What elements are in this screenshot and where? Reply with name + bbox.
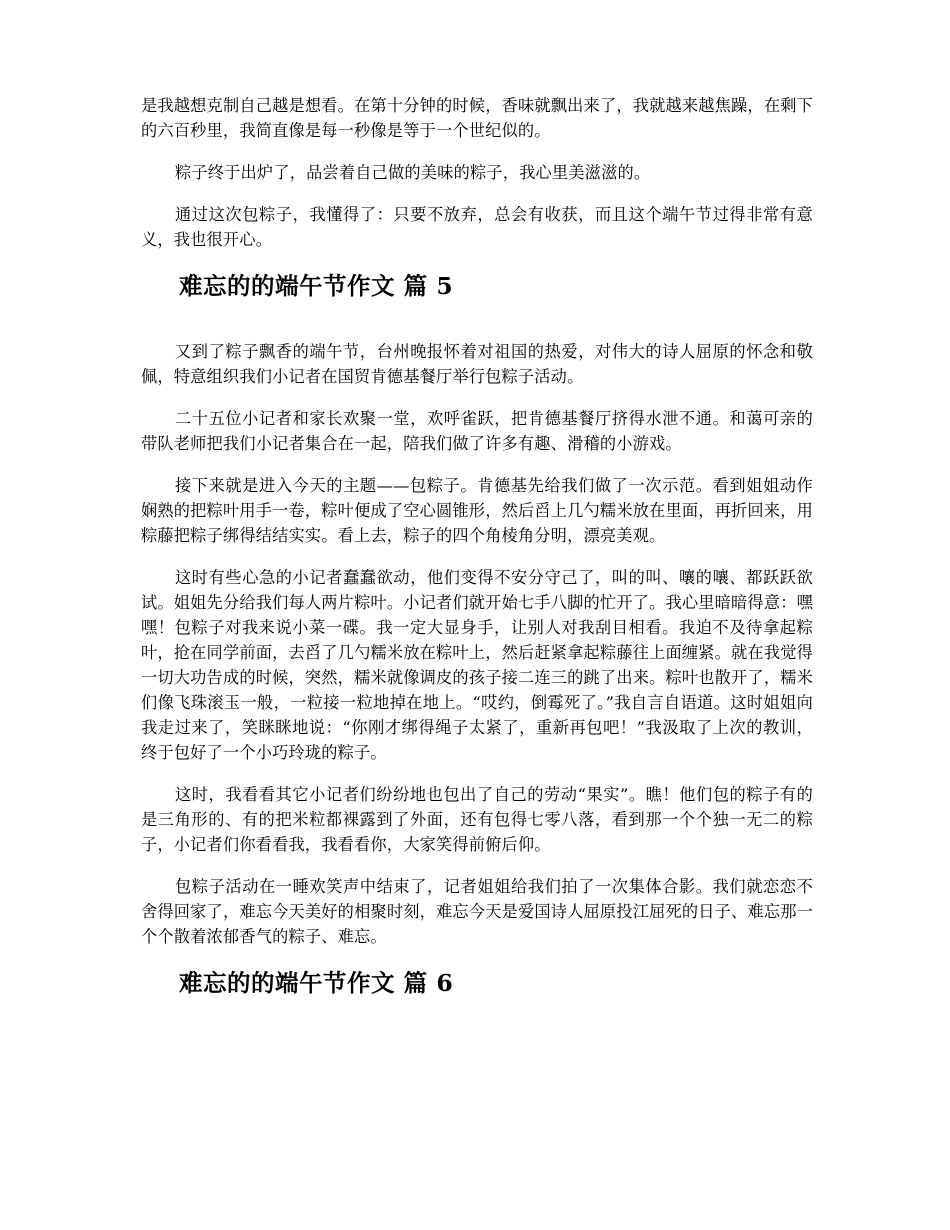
paragraph: 这时有些心急的小记者蠢蠢欲动，他们变得不安分守己了，叫的叫、嚷的嚷、都跃跃欲试。姐姐先分给我们每人两片粽叶。小记者们就开始七手八脚的忙开了。我心里暗暗得意：嘿嘿！包粽子对我来说小菜一碟。我一定大显身手，让别人对我刮目相看。我迫不及待拿起粽叶，抢在同学前面，去舀了几勺糯米放在粽叶上，然后赶紧拿起粽藤往上面缠紧。就在我觉得一切大功告成的时候，突然，糯米就像调皮的孩子接二连三的跳了出来。粽叶也散开了，糯米们像飞珠滚玉一般，一粒接一粒地掉在地上。“哎约，倒霉死了。”我自言自语道。这时姐姐向我走过来了，笑眯眯地说：“你刚才绑得绳子太紧了，重新再包吧！”我汲取了上次的教训，终于包好了一个小巧玲珑的粽子。 — [141, 568, 813, 762]
paragraph: 又到了粽子飘香的端午节，台州晚报怀着对祖国的热爱，对伟大的诗人屈原的怀念和敬佩，特意组织我们小记者在国贸肯德基餐厅举行包粽子活动。 — [141, 342, 813, 386]
paragraph-continued: 是我越想克制自己越是想看。在第十分钟的时候，香味就飘出来了，我就越来越焦躁，在剩下的六百秒里，我简直像是每一秒像是等于一个世纪似的。 — [141, 96, 813, 140]
paragraph: 通过这次包粽子，我懂得了：只要不放弃，总会有收获，而且这个端午节过得非常有意义，我也很开心。 — [141, 205, 813, 249]
paragraph: 包粽子活动在一睡欢笑声中结束了，记者姐姐给我们拍了一次集体合影。我们就恋恋不舍得回家了，难忘今天美好的相聚时刻，难忘今天是爱国诗人屈原投江屈死的日子、难忘那一个个散着浓郁香气的粽子、难忘。 — [141, 877, 813, 946]
paragraph: 粽子终于出炉了，品尝着自己做的美味的粽子，我心里美滋滋的。 — [175, 163, 651, 182]
paragraph: 接下来就是进入今天的主题——包粽子。肯德基先给我们做了一次示范。看到姐姐动作娴熟的把粽叶用手一卷，粽叶便成了空心圆锥形，然后舀上几勺糯米放在里面，再折回来，用粽藤把粽子绑得结结实实。看上去，粽子的四个角棱角分明，漂亮美观。 — [141, 476, 813, 545]
section-heading-6: 难忘的的端午节作文 篇 6 — [179, 969, 454, 997]
document-page — [141, 93, 813, 1000]
section-heading-5: 难忘的的端午节作文 篇 5 — [179, 272, 454, 300]
paragraph: 二十五位小记者和家长欢聚一堂，欢呼雀跃，把肯德基餐厅挤得水泄不通。和蔼可亲的带队老师把我们小记者集合在一起，陪我们做了许多有趣、滑稽的小游戏。 — [141, 409, 813, 453]
paragraph: 这时，我看看其它小记者们纷纷地也包出了自己的劳动“果实”。瞧！他们包的粽子有的是三角形的、有的把米粒都裸露到了外面，还有包得七零八落，看到那一个个独一无二的粽子，小记者们你看看我，我看看你，大家笑得前俯后仰。 — [141, 785, 813, 854]
